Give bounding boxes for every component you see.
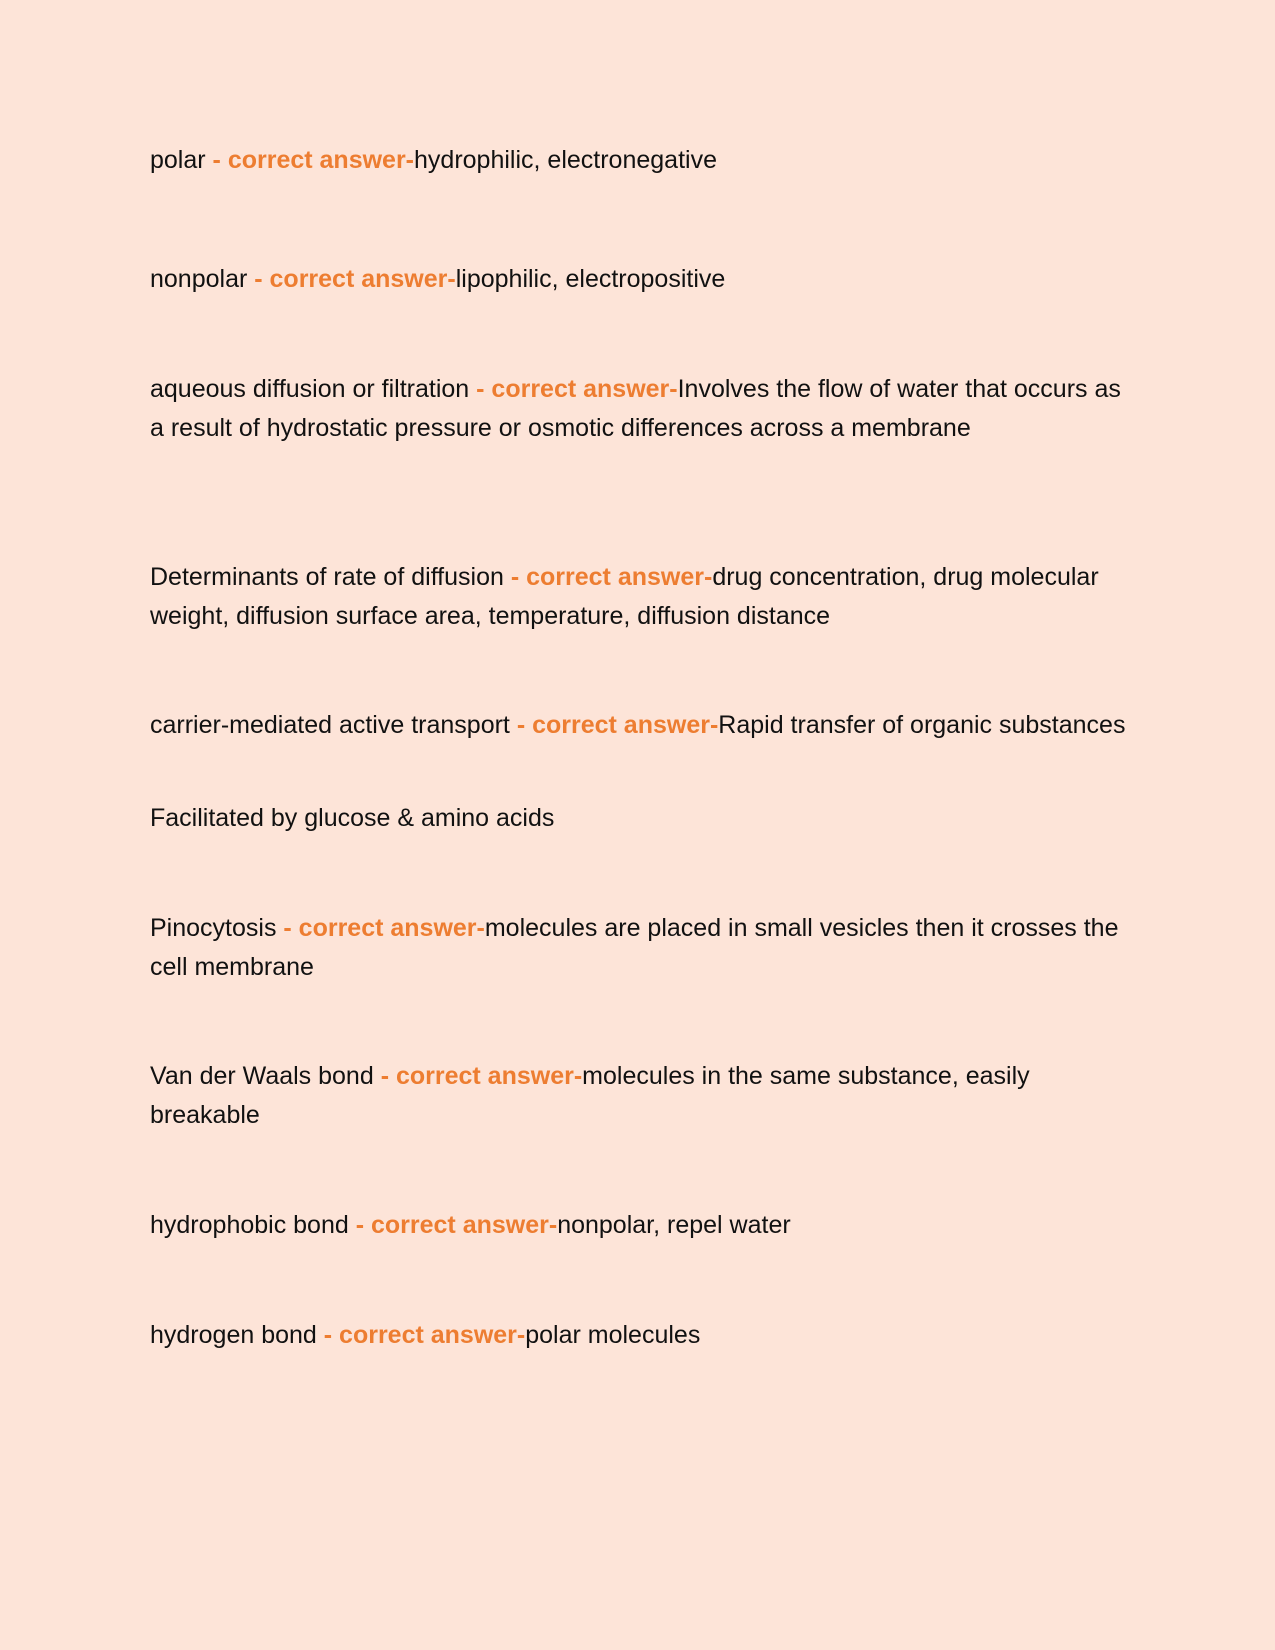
flashcard-entry-pinocytosis	[150, 909, 1130, 986]
flashcard-entry-polar	[150, 141, 1130, 180]
answer-separator: - correct answer-	[323, 1321, 526, 1349]
answer-separator: - correct answer-	[212, 146, 415, 174]
term: Determinants of rate of diffusion	[150, 563, 511, 591]
term: Van der Waals bond	[150, 1062, 381, 1090]
flashcard-entry-hydrophobic-bond	[150, 1206, 1130, 1245]
answer-separator: - correct answer-	[516, 711, 719, 739]
flashcard-entry-van-der-waals	[150, 1057, 1130, 1134]
answer-separator: - correct answer-	[254, 265, 456, 293]
flashcard-entry-determinants-of-diffusion	[150, 558, 1130, 635]
term: carrier-mediated active transport	[150, 711, 517, 739]
answer-separator: - correct answer-	[476, 375, 678, 403]
definition: lipophilic, electropositive	[455, 265, 726, 293]
definition: molecules are placed in small vesicles then it crosses the cell membrane	[150, 914, 1119, 981]
answer-separator: - correct answer-	[355, 1211, 558, 1239]
term: Pinocytosis	[150, 914, 284, 942]
flashcard-entry-nonpolar	[150, 260, 1130, 299]
definition: hydrophilic, electronegative	[414, 146, 717, 174]
flashcard-entry-carrier-mediated-transport	[150, 706, 1130, 745]
flashcard-entry-aqueous-diffusion	[150, 370, 1130, 447]
definition: molecules in the same substance, easily breakable	[150, 1062, 1030, 1129]
definition: drug concentration, drug molecular weight, diffusion surface area, temperature, diffusion distance	[150, 563, 1099, 630]
answer-separator: - correct answer-	[380, 1062, 583, 1090]
term: polar	[150, 146, 213, 174]
answer-separator: - correct answer-	[510, 563, 713, 591]
answer-separator: - correct answer-	[283, 914, 485, 942]
definition: Involves the flow of water that occurs as a result of hydrostatic pressure or osmotic differences across a membrane	[150, 375, 1121, 442]
term: hydrogen bond	[150, 1321, 324, 1349]
flashcard-entry-extra-line: Facilitated by glucose & amino acids	[150, 804, 555, 832]
definition: Rapid transfer of organic substances	[718, 711, 1126, 739]
term: nonpolar	[150, 265, 255, 293]
flashcard-entry-hydrogen-bond	[150, 1316, 1130, 1355]
term: hydrophobic bond	[150, 1211, 356, 1239]
definition: polar molecules	[525, 1321, 701, 1349]
definition: nonpolar, repel water	[557, 1211, 791, 1239]
term: aqueous diffusion or filtration	[150, 375, 477, 403]
